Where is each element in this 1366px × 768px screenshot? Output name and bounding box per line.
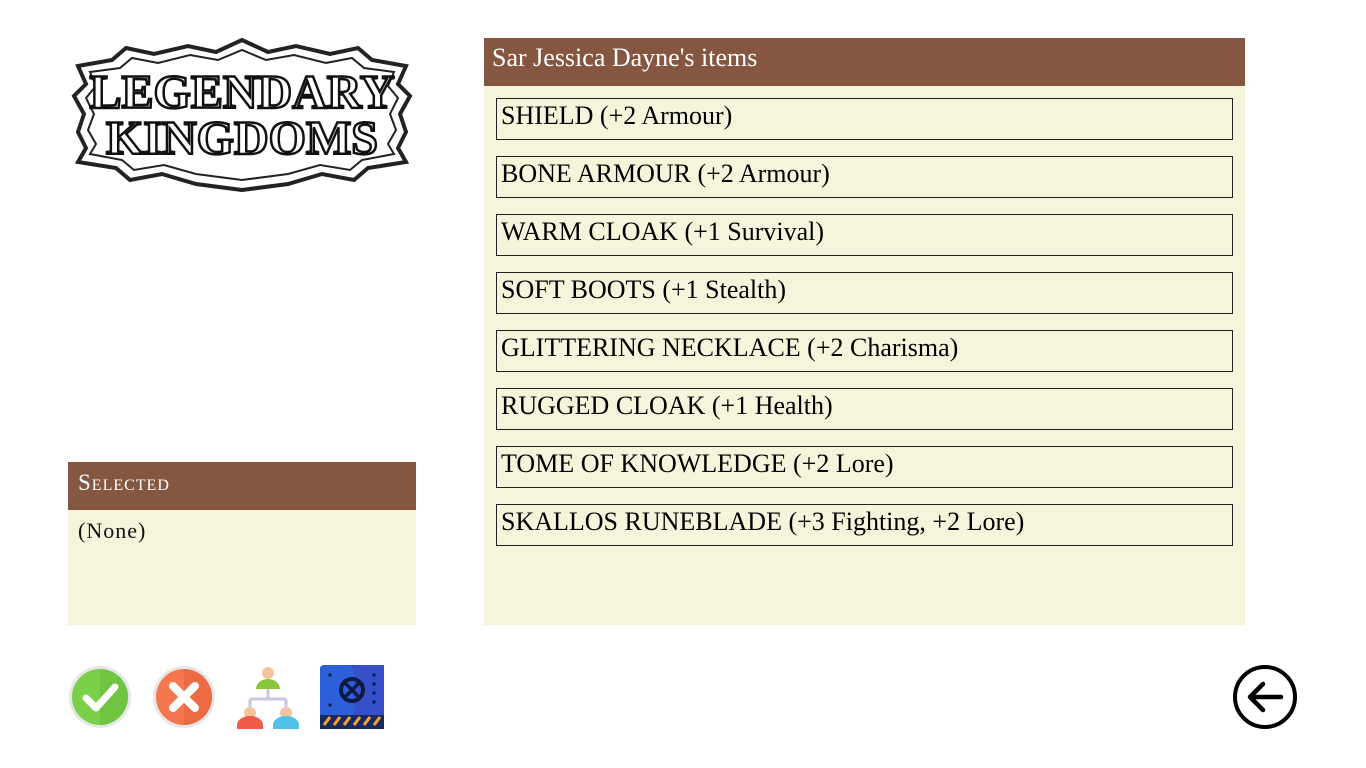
- selected-header: Selected: [68, 462, 416, 510]
- party-button[interactable]: [236, 665, 300, 729]
- selected-panel: [68, 462, 416, 625]
- list-item[interactable]: SOFT BOOTS (+1 Stealth): [496, 272, 1233, 314]
- list-item[interactable]: GLITTERING NECKLACE (+2 Charisma): [496, 330, 1233, 372]
- vault-icon: [320, 665, 384, 729]
- items-header: Sar Jessica Dayne's items: [484, 38, 1245, 86]
- logo-emblem: [68, 38, 416, 192]
- back-arrow-icon: [1233, 665, 1297, 729]
- items-list: [496, 98, 1233, 562]
- game-logo: [68, 38, 416, 192]
- selected-value: (None): [78, 518, 147, 543]
- cancel-button[interactable]: [152, 665, 216, 729]
- party-icon: [236, 665, 300, 729]
- list-item[interactable]: SKALLOS RUNEBLADE (+3 Fighting, +2 Lore): [496, 504, 1233, 546]
- list-item[interactable]: WARM CLOAK (+1 Survival): [496, 214, 1233, 256]
- list-item[interactable]: RUGGED CLOAK (+1 Health): [496, 388, 1233, 430]
- list-item[interactable]: BONE ARMOUR (+2 Armour): [496, 156, 1233, 198]
- vault-button[interactable]: [320, 665, 384, 729]
- list-item[interactable]: TOME OF KNOWLEDGE (+2 Lore): [496, 446, 1233, 488]
- list-item[interactable]: SHIELD (+2 Armour): [496, 98, 1233, 140]
- logo-line1: LEGENDARY: [89, 66, 395, 119]
- back-button[interactable]: [1233, 665, 1297, 729]
- logo-line2: KINGDOMS: [105, 112, 379, 165]
- confirm-button[interactable]: [68, 665, 132, 729]
- check-icon: [68, 665, 132, 729]
- items-panel: [484, 38, 1245, 625]
- cross-icon: [152, 665, 216, 729]
